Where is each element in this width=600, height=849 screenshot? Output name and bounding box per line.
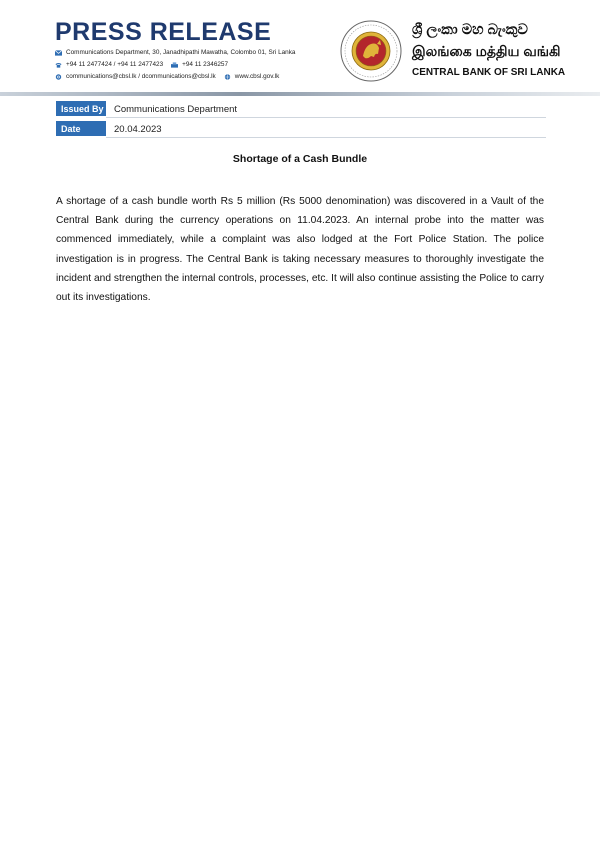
phone-icon bbox=[55, 62, 62, 68]
fax-text: +94 11 2346257 bbox=[182, 61, 229, 68]
meta-divider bbox=[106, 117, 546, 118]
document-body: A shortage of a cash bundle worth Rs 5 million (Rs 5000 denomination) was discovered in a Vault of the Central Bank during the currency operations on 11.04.2023. An internal probe into the matter was commenced immediately, while a complaint was also lodged at the Fort Police Station. The police investigation is in progress. The Central Bank is taking necessary measures to thoroughly investigate the incident and strengthen the internal controls, processes, etc. It will also continue assisting the Police to carry out its investigations. bbox=[56, 196, 544, 304]
date-row bbox=[56, 121, 162, 137]
letterhead bbox=[0, 0, 600, 96]
email-line bbox=[55, 73, 279, 80]
date-label: Date bbox=[56, 121, 106, 137]
central-bank-seal-icon bbox=[340, 20, 402, 82]
envelope-icon bbox=[55, 50, 62, 56]
document-title: Shortage of a Cash Bundle bbox=[232, 153, 368, 165]
issued-by-value: Communications Department bbox=[114, 103, 238, 115]
globe-icon bbox=[224, 74, 231, 80]
meta-divider bbox=[106, 137, 546, 138]
issued-by-row bbox=[56, 101, 237, 117]
fax-icon bbox=[171, 62, 178, 68]
email-icon bbox=[55, 74, 62, 80]
address-line bbox=[55, 49, 295, 56]
bank-name-tamil: இலங்கை மத்திய வங்கி bbox=[412, 43, 561, 59]
address-text: Communications Department, 30, Janadhipathi Mawatha, Colombo 01, Sri Lanka bbox=[66, 49, 296, 56]
bank-name-sinhala: ශ්‍රී ලංකා මහ බැංකුව bbox=[412, 22, 528, 38]
issued-by-label: Issued By bbox=[56, 101, 106, 117]
phone-line bbox=[55, 61, 228, 68]
website-text[interactable]: www.cbsl.gov.lk bbox=[234, 73, 280, 80]
press-release-title: PRESS RELEASE bbox=[55, 18, 272, 46]
date-value: 20.04.2023 bbox=[114, 123, 162, 135]
header-divider bbox=[0, 92, 600, 96]
bank-name-english: CENTRAL BANK OF SRI LANKA bbox=[412, 67, 566, 78]
phone-text: +94 11 2477424 / +94 11 2477423 bbox=[66, 61, 164, 68]
email-text[interactable]: communications@cbsl.lk / dcommunications@cbsl.lk bbox=[66, 73, 216, 80]
